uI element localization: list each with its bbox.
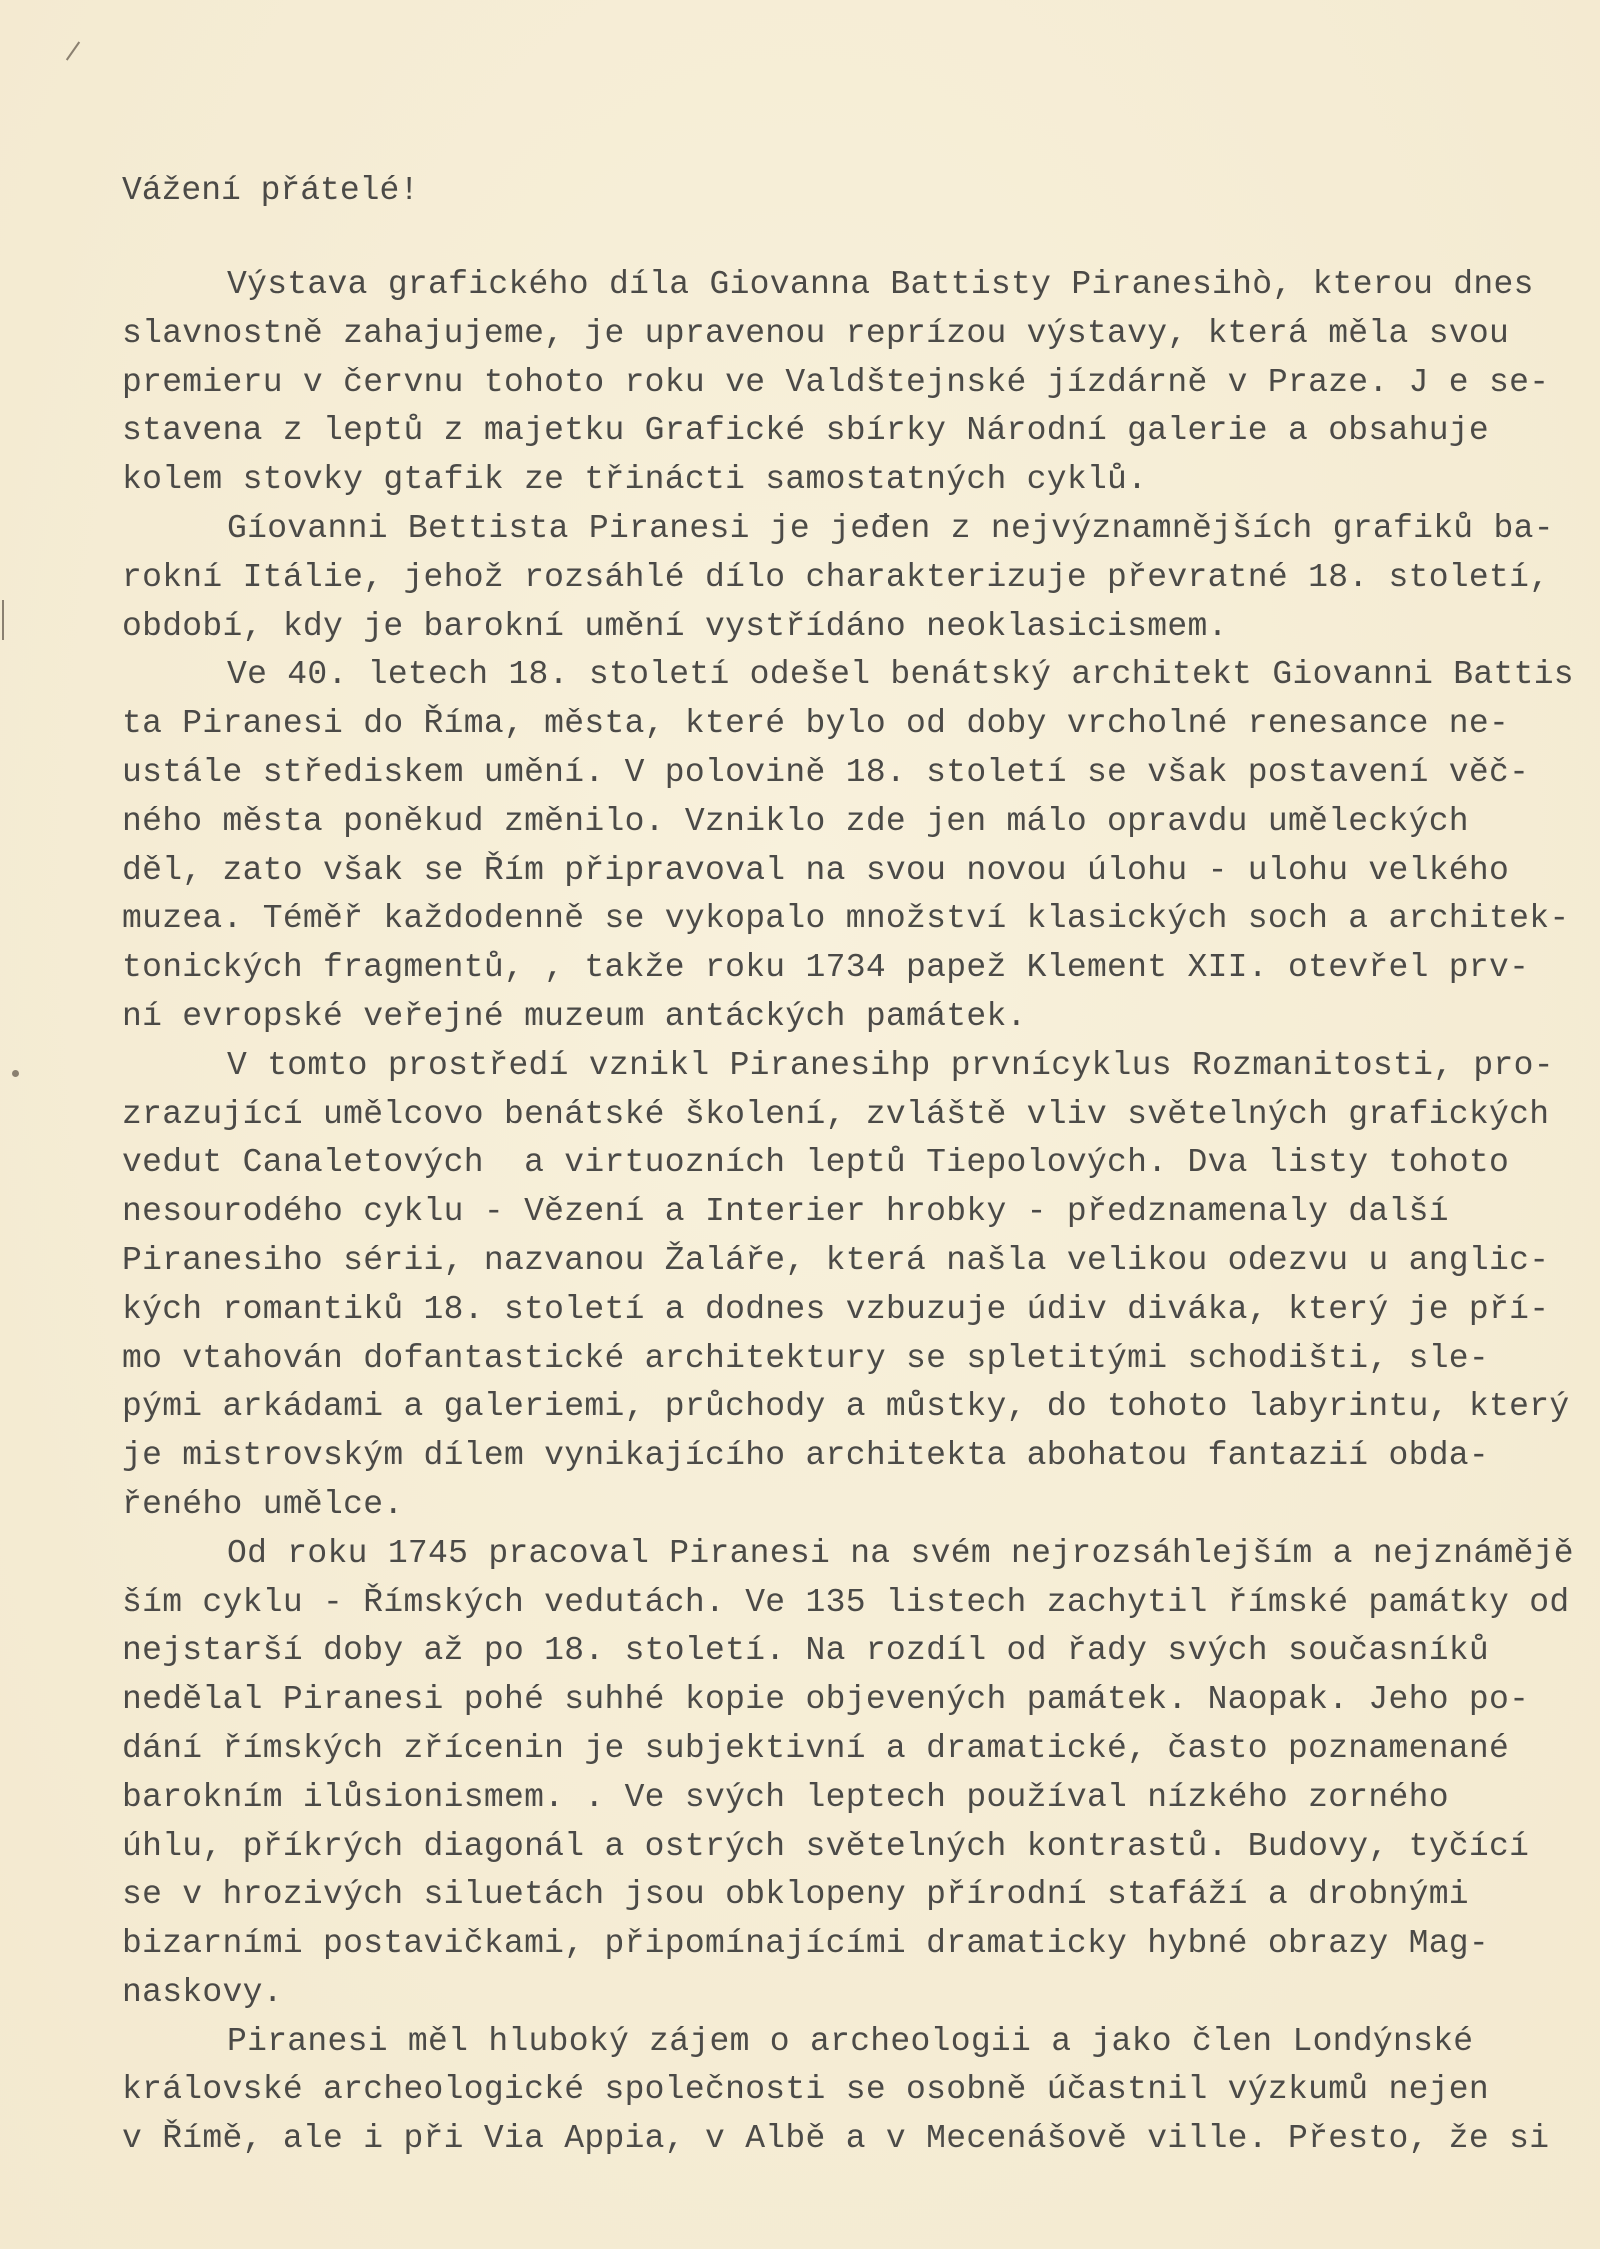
paragraph-4-line: vedut Canaletových a virtuozních leptů Tiepolových. Dva listy tohoto bbox=[122, 1144, 1510, 1182]
paragraph-2-line: období, kdy je barokní umění vystřídáno neoklasicismem. bbox=[122, 607, 1228, 645]
paragraph-5-line: nedělal Piranesi pohé suhhé kopie objevených památek. Naopak. Jeho po- bbox=[122, 1681, 1530, 1719]
paragraph-3-line: ta Piranesi do Říma, města, které bylo od doby vrcholné renesance ne- bbox=[122, 705, 1510, 743]
letter-body bbox=[122, 261, 1574, 2164]
paragraph-4-line: zrazující umělcovo benátské školení, zvláště vliv světelných grafických bbox=[122, 1095, 1550, 1133]
paragraph-5-line: úhlu, příkrých diagonál a ostrých světelných kontrastů. Budovy, tyčící bbox=[122, 1827, 1530, 1865]
paragraph-4-line: je mistrovským dílem vynikajícího architekta abohatou fantazií obda- bbox=[122, 1437, 1490, 1475]
paragraph-2-line: rokní Itálie, jehož rozsáhlé dílo charakterizuje převratné 18. století, bbox=[122, 558, 1550, 596]
paragraph-5-line: barokním ilůsionismem. . Ve svých leptech používal nízkého zorného bbox=[122, 1778, 1449, 1816]
paragraph-3-line: ní evropské veřejné muzeum antáckých památek. bbox=[122, 997, 1027, 1035]
paragraph-1-line: slavnostně zahajujeme, je upravenou reprízou výstavy, která měla svou bbox=[122, 314, 1510, 352]
paragraph-3-line: ného města poněkud změnilo. Vzniklo zde jen málo opravdu uměleckých bbox=[122, 802, 1469, 840]
paragraph-3-line: Ve 40. letech 18. století odešel benátský architekt Giovanni Battis bbox=[227, 656, 1574, 694]
paragraph-4-line: řeného umělce. bbox=[122, 1485, 404, 1523]
paragraph-5-line: nejstarší doby až po 18. století. Na rozdíl od řady svých současníků bbox=[122, 1632, 1490, 1670]
paragraph-3-line: děl, zato však se Řím připravoval na svou novou úlohu - ulohu velkého bbox=[122, 851, 1510, 889]
paragraph-3-line: ustále střediskem umění. V polovině 18. století se však postavení věč- bbox=[122, 753, 1530, 791]
paragraph-4-line: V tomto prostředí vznikl Piranesihp prvnícyklus Rozmanitosti, pro- bbox=[227, 1046, 1554, 1084]
paragraph-1-line: Výstava grafického díla Giovanna Battisty Piranesihò, kterou dnes bbox=[227, 266, 1534, 303]
paragraph-3-line: muzea. Téměř každodenně se vykopalo množství klasických soch a architek- bbox=[122, 900, 1570, 938]
paragraph-5-line: dání římských zřícenin je subjektivní a dramatické, často poznamenané bbox=[122, 1729, 1510, 1767]
paragraph-2-line: Gíovanni Bettista Piranesi je jeđen z nejvýznamnějších grafiků ba- bbox=[227, 509, 1554, 547]
margin-dot bbox=[12, 1070, 19, 1077]
paragraph-1-line: kolem stovky gtafik ze třinácti samostatných cyklů. bbox=[122, 461, 1148, 499]
paragraph-4-line: nesourodého cyklu - Vězení a Interier hrobky - předznamenaly další bbox=[122, 1193, 1449, 1231]
paragraph-6-line: Piranesi měl hluboký zájem o archeologii a jako člen Londýnské bbox=[227, 2022, 1474, 2060]
paragraph-4-line: Piranesiho sérii, nazvanou Žaláře, která našla velikou odezvu u anglic- bbox=[122, 1241, 1550, 1279]
paragraph-5-line: ším cyklu - Římských vedutách. Ve 135 listech zachytil římské památky od bbox=[122, 1583, 1570, 1621]
paragraph-5-line: bizarními postavičkami, připomínajícími dramaticky hybné obrazy Mag- bbox=[122, 1925, 1490, 1963]
paragraph-5-line: Od roku 1745 pracoval Piranesi na svém nejrozsáhlejším a nejznámějě bbox=[227, 1534, 1574, 1572]
paragraph-3-line: tonických fragmentů, , takže roku 1734 papež Klement XII. otevřel prv- bbox=[122, 949, 1530, 987]
paragraph-4-line: kých romantiků 18. století a dodnes vzbuzuje údiv diváka, který je pří- bbox=[122, 1290, 1550, 1328]
margin-mark bbox=[2, 600, 4, 640]
paragraph-5-line: naskovy. bbox=[122, 1973, 283, 2011]
paragraph-6-line: v Římě, ale i při Via Appia, v Albě a v Mecenášově ville. Přesto, že si bbox=[122, 2120, 1550, 2158]
paragraph-1-line: stavena z leptů z majetku Grafické sbírky Národní galerie a obsahuje bbox=[122, 412, 1490, 450]
paragraph-4-line: pými arkádami a galeriemi, průchody a můstky, do tohoto labyrintu, který bbox=[122, 1388, 1570, 1426]
paragraph-5-line: se v hrozivých siluetách jsou obklopeny přírodní stafáží a drobnými bbox=[122, 1876, 1469, 1914]
greeting: Vážení přátelé! bbox=[122, 172, 420, 209]
paragraph-4-line: mo vtahován dofantastické architektury se spletitými schodišti, sle- bbox=[122, 1339, 1490, 1377]
paragraph-6-line: královské archeologické společnosti se osobně účastnil výzkumů nejen bbox=[122, 2071, 1490, 2109]
paragraph-1-line: premieru v červnu tohoto roku ve Valdštejnské jízdárně v Praze. J e se- bbox=[122, 363, 1550, 401]
